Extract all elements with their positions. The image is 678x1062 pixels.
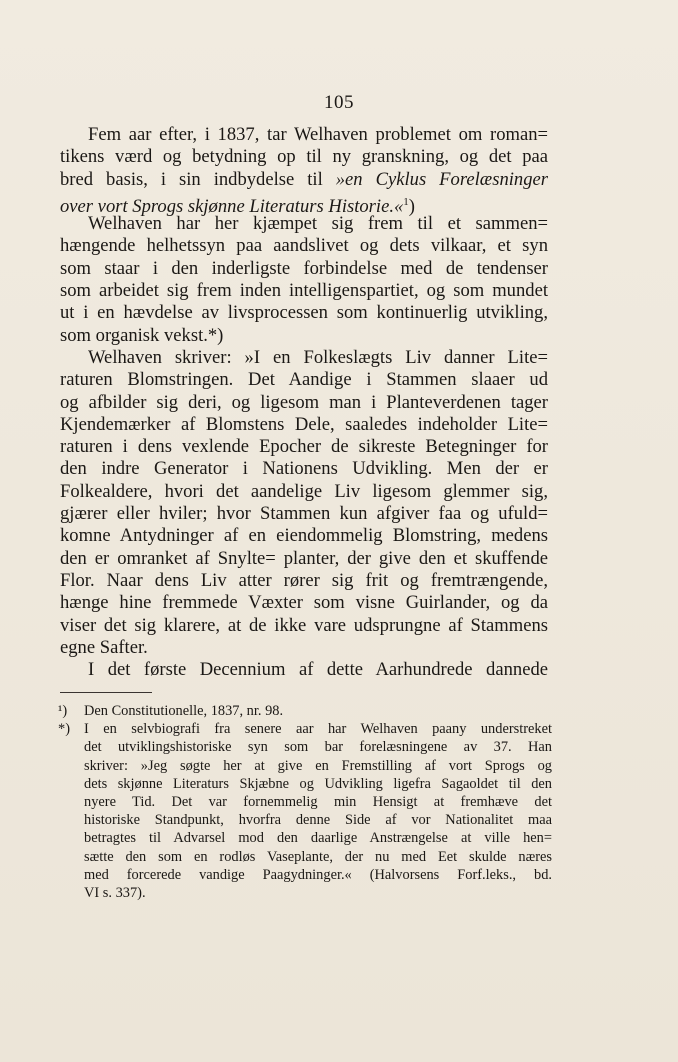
text-line: hænge hine fremmede Væxter som visne Guirlander, og da: [60, 592, 548, 614]
footnote-line: *) I en selvbiografi fra senere aar har Welhaven paany understreket: [58, 721, 552, 738]
text-line: Flor. Naar dens Liv atter rører sig frit og fremtrængende,: [60, 569, 548, 591]
footnote-line: dets skjønne Literaturs Skjæbne og Udvikling ligefra Sagaoldet til den: [84, 775, 552, 792]
text-line: raturen i dens vexlende Epocher de sikreste Betegninger for: [60, 436, 548, 458]
text-line: I det første Decennium af dette Aarhundrede dannede: [88, 659, 548, 681]
text-line: raturen Blomstringen. Det Aandige i Stammen slaaer ud: [60, 369, 548, 391]
text-line: Kjendemærker af Blomstens Dele, saaledes indeholder Lite=: [60, 413, 548, 435]
footnote-line: nyere Tid. Det var fornemmelig min Hensigt at fremhæve det: [84, 793, 552, 810]
page-number: 105: [324, 92, 354, 113]
footnote-marker: *): [58, 721, 70, 738]
text-line: Welhaven skriver: »I en Folkeslægts Liv danner Lite=: [88, 346, 548, 368]
text-line: komne Antydninger af en eiendommelig Blomstring, medens: [60, 525, 548, 547]
footnote-line: skriver: »Jeg søgte her at give en Fremstilling af vort Sprogs og: [84, 757, 552, 774]
footnote-marker: ¹): [58, 703, 68, 719]
text-line: bred basis, i sin indbydelse til »en Cyklus Forelæsninger: [60, 168, 548, 190]
text-line: den er omranket af Snylte= planter, der give den et skuffende: [60, 547, 548, 569]
footnote-line: det utviklingshistoriske syn som bar forelæsningene av 37. Han: [84, 739, 552, 756]
text-line: hængende helhetssyn paa aandslivet og dets vilkaar, et syn: [60, 235, 548, 257]
text-line: over vort Sprogs skjønne Literaturs Historie.«$^1$): [60, 195, 415, 218]
footnote-line: historiske Standpunkt, hvorfra denne Side af vor Nationalitet maa: [84, 812, 552, 829]
footnote: [60, 720, 552, 902]
text-line: egne Safter.: [60, 636, 148, 658]
text-line: som staar i den inderligste forbindelse med de tendenser: [60, 257, 548, 279]
text-line: viser det sig klarere, at de ikke vare udsprungne af Stammens: [60, 614, 548, 636]
text-line: tikens værd og betydning op til ny granskning, og det paa: [60, 146, 548, 168]
text-line: Folkealdere, hvori det aandelige Liv ligesom glemmer sig,: [60, 480, 548, 502]
text-line: og afbilder sig deri, og ligesom man i Planteverdenen tager: [60, 391, 548, 413]
text-line: Welhaven har her kjæmpet sig frem til et sammen=: [88, 213, 548, 235]
paragraph: [60, 124, 548, 218]
footnote: [60, 702, 552, 720]
footnote-divider: [60, 692, 152, 693]
paragraph: [60, 659, 548, 681]
text-line: som arbeidet sig frem inden intelligenspartiet, og som mundet: [60, 280, 548, 302]
text-line: gjærer eller hviler; hvor Stammen kun afgiver faa og ufuld=: [60, 503, 548, 525]
text-line: Fem aar efter, i 1837, tar Welhaven problemet om roman=: [88, 124, 548, 145]
text-line: den indre Generator i Nationens Udvikling. Men der er: [60, 458, 548, 480]
text-line: som organisk vekst.*): [60, 324, 224, 346]
footnote-line: med forcerede vandige Paagydninger.« (Halvorsens Forf.leks., bd.: [84, 866, 552, 883]
body-text: [60, 124, 548, 681]
paragraph: [60, 347, 548, 659]
footnotes: [60, 702, 552, 902]
footnote-line: ¹) Den Constitutionelle, 1837, nr. 98.: [58, 703, 284, 719]
footnote-line: sætte den som en rodløs Vaseplante, der nu med Eet skulde næres: [84, 848, 552, 865]
footnote-line: betragtes til Advarsel mod den daarlige Anstrængelse at ville hen=: [84, 830, 552, 847]
paragraph: [60, 213, 548, 347]
footnote-line: VI s. 337).: [84, 884, 146, 901]
text-line: ut i en hævdelse av livsprocessen som kontinuerlig utvikling,: [60, 302, 548, 324]
